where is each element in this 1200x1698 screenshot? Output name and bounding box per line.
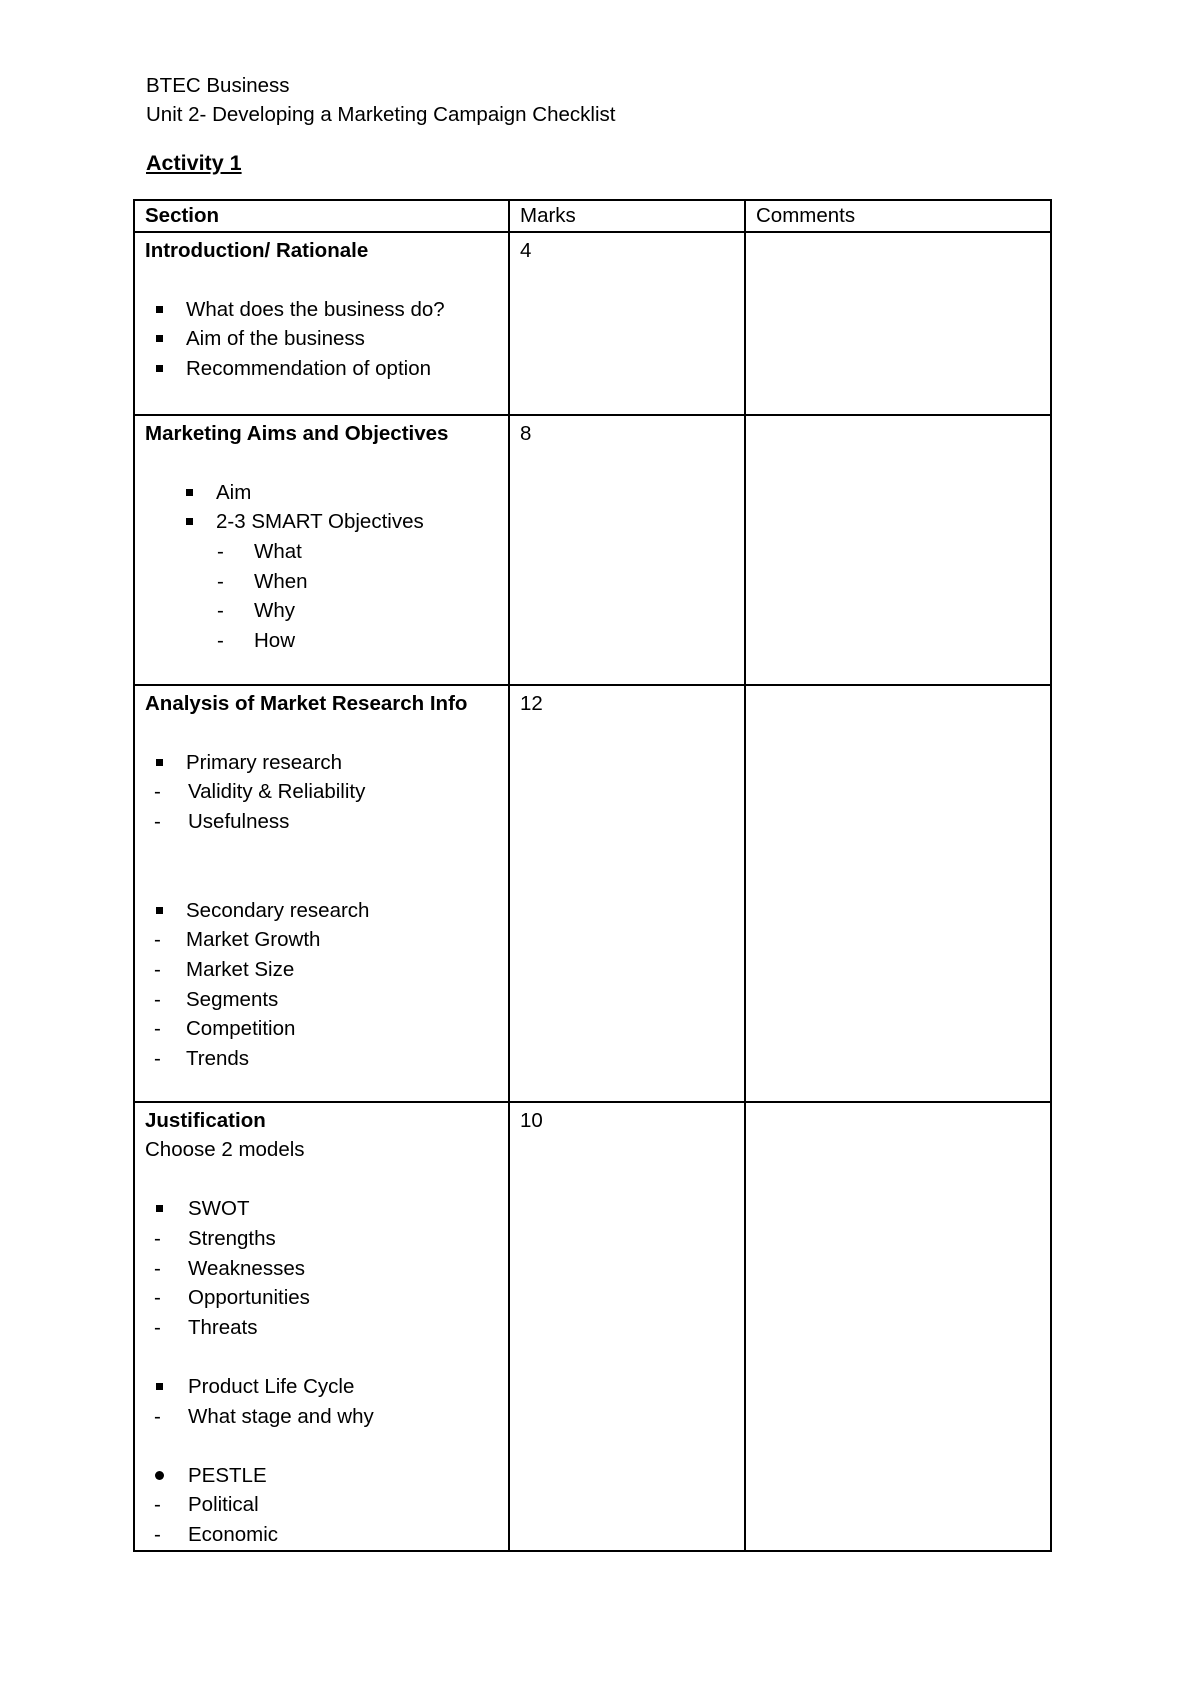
marks-cell: 8 <box>509 415 745 685</box>
header-marks: Marks <box>509 200 745 232</box>
sub-list-item: - Market Growth <box>154 928 321 952</box>
sub-list-item: - What stage and why <box>154 1404 374 1428</box>
sub-list-item: - Competition <box>154 1017 296 1041</box>
section-cell <box>134 1102 509 1551</box>
sub-list-item: - When <box>217 569 308 593</box>
list-item: Aim <box>145 478 498 508</box>
table-row <box>134 415 1051 685</box>
sub-list-item: - Strengths <box>154 1226 276 1250</box>
sub-list-item: - Segments <box>154 987 279 1011</box>
table-row <box>134 232 1051 415</box>
comments-cell[interactable] <box>745 232 1051 415</box>
section-subtitle: Choose 2 models <box>145 1138 305 1162</box>
list-item: What does the business do? <box>145 295 498 325</box>
sub-list-item: - Validity & Reliability <box>154 780 366 804</box>
list-item: Product Life Cycle <box>145 1372 498 1402</box>
sub-list-item: - Political <box>154 1493 259 1517</box>
comments-cell[interactable] <box>745 415 1051 685</box>
list-item: Aim of the business <box>145 324 498 354</box>
sub-list-item: - How <box>217 628 296 652</box>
activity-heading: Activity 1 <box>146 151 242 175</box>
marks-cell: 4 <box>509 232 745 415</box>
sub-list-item: - Economic <box>154 1522 279 1546</box>
section-title: Analysis of Market Research Info <box>145 691 468 715</box>
comments-cell[interactable] <box>745 1102 1051 1551</box>
unit-title: Unit 2- Developing a Marketing Campaign Checklist <box>146 103 616 126</box>
header-section: Section <box>134 200 509 232</box>
marks-cell: 10 <box>509 1102 745 1551</box>
section-cell <box>134 415 509 685</box>
sub-list-item: - Weaknesses <box>154 1256 305 1280</box>
sub-list-item: - Threats <box>154 1315 258 1339</box>
sub-list-item: - Usefulness <box>154 809 290 833</box>
sub-list-item: - What <box>217 539 302 563</box>
table-row <box>134 685 1051 1102</box>
comments-cell[interactable] <box>745 685 1051 1102</box>
section-cell <box>134 685 509 1102</box>
list-item: PESTLE <box>145 1461 498 1491</box>
marks-cell: 12 <box>509 685 745 1102</box>
course-title: BTEC Business <box>146 74 290 97</box>
header-comments: Comments <box>745 200 1051 232</box>
sub-list-item: - Why <box>217 599 295 623</box>
table-header-row <box>134 200 1051 232</box>
section-title: Justification <box>145 1108 266 1132</box>
section-cell <box>134 232 509 415</box>
section-title: Marketing Aims and Objectives <box>145 421 449 445</box>
list-item: Primary research <box>145 748 498 778</box>
table-row <box>134 1102 1051 1551</box>
list-item: Secondary research <box>145 896 498 926</box>
list-item: SWOT <box>145 1194 498 1224</box>
sub-list-item: - Trends <box>154 1046 250 1070</box>
section-title: Introduction/ Rationale <box>145 238 369 262</box>
sub-list-item: - Opportunities <box>154 1286 310 1310</box>
checklist-table <box>133 199 1052 1552</box>
sub-list-item: - Market Size <box>154 957 295 981</box>
list-item: Recommendation of option <box>145 354 498 384</box>
list-item: 2-3 SMART Objectives <box>145 507 498 537</box>
